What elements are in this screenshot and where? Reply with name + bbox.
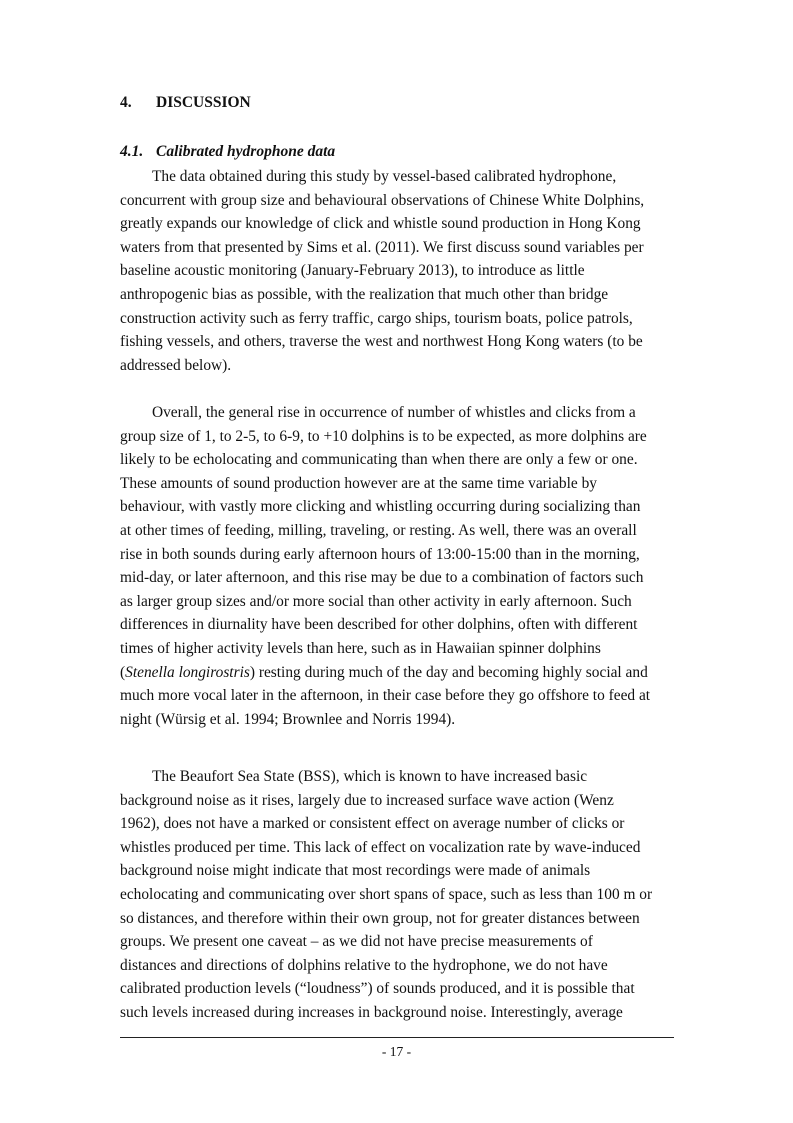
- text-line: as larger group sizes and/or more social than other activity in early afternoon. Such: [120, 592, 632, 610]
- text-line: group size of 1, to 2-5, to 6-9, to +10 dolphins is to be expected, as more dolphins are: [120, 427, 647, 445]
- text-line: baseline acoustic monitoring (January-February 2013), to introduce as little: [120, 262, 585, 280]
- text-line: at other times of feeding, milling, traveling, or resting. As well, there was an overall: [120, 521, 637, 539]
- section-number: 4.: [120, 94, 132, 111]
- paragraph-3: [120, 765, 680, 1025]
- text-line: background noise might indicate that most recordings were made of animals: [120, 862, 591, 880]
- text-line: rise in both sounds during early afternoon hours of 13:00-15:00 than in the morning,: [120, 545, 640, 563]
- text-line: The data obtained during this study by vessel-based calibrated hydrophone,: [152, 168, 617, 185]
- footer-divider: [120, 1037, 674, 1038]
- text-line: whistles produced per time. This lack of effect on vocalization rate by wave-induced: [120, 838, 641, 856]
- paragraph-1: [120, 165, 680, 377]
- text-line: calibrated production levels (“loudness”) of sounds produced, and it is possible that: [120, 980, 635, 998]
- text-line: concurrent with group size and behavioural observations of Chinese White Dolphins,: [120, 191, 645, 209]
- text-line: groups. We present one caveat – as we did not have precise measurements of: [120, 933, 593, 951]
- paragraph-2: [120, 401, 680, 731]
- text-line: echolocating and communicating over short spans of space, such as less than 100 m or: [120, 885, 653, 903]
- text-line: greatly expands our knowledge of click and whistle sound production in Hong Kong: [120, 215, 641, 233]
- text-fragment: resting during much of the day and becoming highly social and: [258, 663, 648, 681]
- section-title: DISCUSSION: [156, 94, 251, 111]
- section-heading: [120, 94, 251, 112]
- text-line: so distances, and therefore within their own group, not for greater distances between: [120, 909, 640, 927]
- subsection-number: 4.1.: [120, 143, 144, 160]
- text-line: likely to be echolocating and communicating than when there are only a few or one.: [120, 451, 638, 469]
- text-line: distances and directions of dolphins relative to the hydrophone, we do not have: [120, 956, 608, 974]
- text-line: much more vocal later in the afternoon, in their case before they go offshore to feed at: [120, 687, 651, 705]
- text-line-with-species: (Stenella longirostris) resting during much of the day and becoming highly social and: [120, 663, 648, 681]
- text-line: addressed below).: [120, 356, 232, 374]
- subsection-heading: [120, 143, 335, 161]
- text-line: times of higher activity levels than here, such as in Hawaiian spinner dolphins: [120, 639, 601, 657]
- text-line: 1962), does not have a marked or consistent effect on average number of clicks or: [120, 815, 625, 833]
- text-line: The Beaufort Sea State (BSS), which is known to have increased basic: [152, 768, 588, 785]
- species-name: Stenella longirostris: [125, 663, 250, 681]
- subsection-title: Calibrated hydrophone data: [156, 143, 336, 160]
- text-line: mid-day, or later afternoon, and this rise may be due to a combination of factors such: [120, 569, 644, 587]
- text-line: waters from that presented by Sims et al. (2011). We first discuss sound variables per: [120, 238, 644, 256]
- text-line: These amounts of sound production however are at the same time variable by: [120, 474, 597, 492]
- text-line: construction activity such as ferry traffic, cargo ships, tourism boats, police patrols,: [120, 309, 633, 327]
- text-line: anthropogenic bias as possible, with the realization that much other than bridge: [120, 285, 609, 303]
- text-line: differences in diurnality have been described for other dolphins, often with different: [120, 616, 638, 634]
- page-number: - 17 -: [381, 1044, 412, 1059]
- text-line: fishing vessels, and others, traverse the west and northwest Hong Kong waters (to be: [120, 333, 643, 351]
- text-line: Overall, the general rise in occurrence of number of whistles and clicks from a: [152, 404, 636, 421]
- text-line: background noise as it rises, largely due to increased surface wave action (Wenz: [120, 791, 614, 809]
- text-line: night (Würsig et al. 1994; Brownlee and Norris 1994).: [120, 710, 456, 728]
- text-line: behaviour, with vastly more clicking and whistling occurring during socializing than: [120, 498, 641, 516]
- text-line: such levels increased during increases in background noise. Interestingly, average: [120, 1003, 623, 1021]
